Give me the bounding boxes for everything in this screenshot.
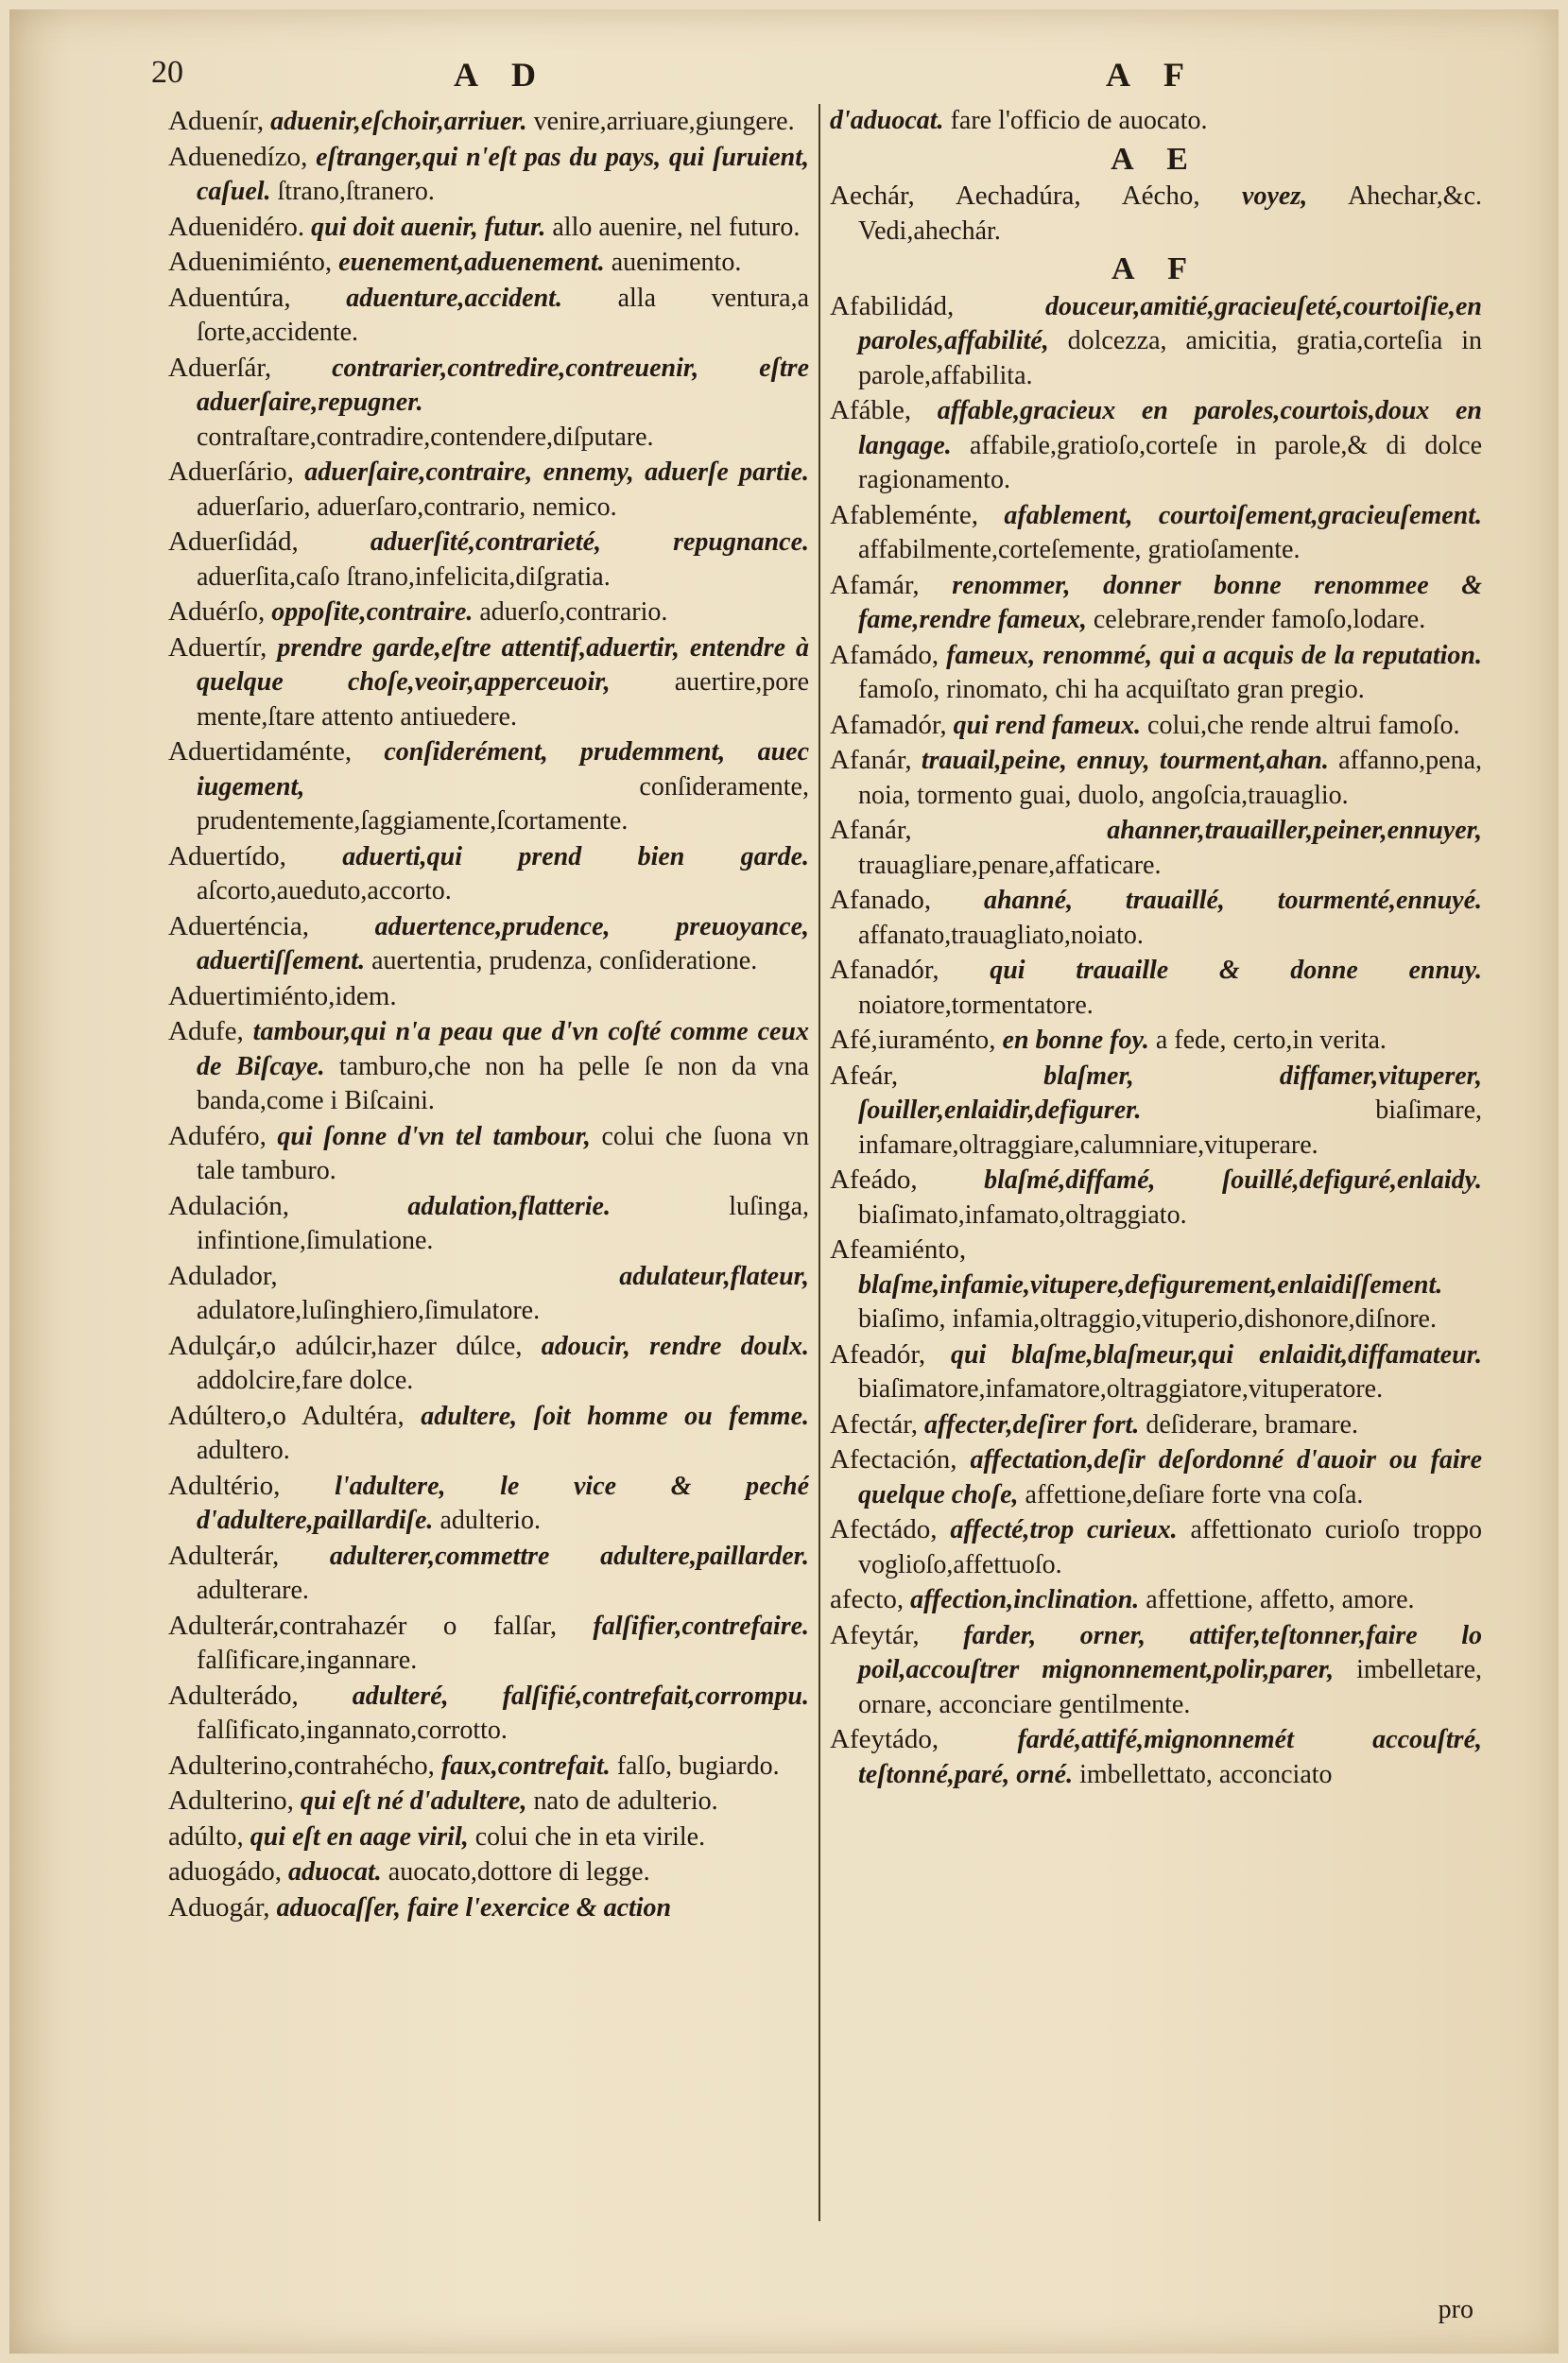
dictionary-entry [168,1890,809,1926]
french-gloss: aduocat. [288,1857,382,1887]
french-gloss: ahanné, trauaillé, tourmenté,ennuyé. [983,886,1482,915]
spanish-headword: Afectádo, [830,1514,938,1544]
italian-gloss: affettione, affetto, amore. [1146,1585,1415,1614]
french-gloss: qui doit auenir, futur. [311,212,546,242]
dictionary-entry [168,630,809,735]
dictionary-entry [830,953,1482,1023]
italian-gloss: aſcorto,aueduto,accorto. [197,876,452,906]
italian-gloss: dolcezza, amicitia, gratia,corteſia in parole,affabilita. [858,326,1482,390]
italian-gloss: affettionato curioſo troppo voglioſo,affettuoſo. [858,1515,1482,1579]
italian-gloss: deſiderare, bramare. [1146,1409,1358,1440]
italian-gloss: conſideramente, prudentemente,ſaggiamente,ſcortamente. [197,771,809,836]
french-gloss: adulteré, falſifié,contrefait,corrompu. [352,1681,809,1711]
french-gloss: fameux, renommé, qui a acquis de la reputation. [946,640,1482,670]
french-gloss: blaſmer, diffamer,vituperer, ſouiller,enlaidir,defigurer. [858,1061,1482,1125]
french-gloss: farder, orner, attifer,teſtonner,faire lo poil,accouſtrer mignonnement,polir,parer, [858,1620,1482,1684]
dictionary-entry [168,1469,809,1539]
spanish-headword: Aduféro, [168,1120,267,1151]
dictionary-entry [168,1820,809,1855]
spanish-headword: Adulterár,contrahazér o falſar, [168,1610,558,1641]
dictionary-entry [168,1119,809,1189]
french-gloss: trauail,peine, ennuy, tourment,ahan. [921,746,1329,775]
dictionary-entry [830,1023,1482,1059]
french-gloss: qui blaſme,blaſmeur,qui enlaidit,diffamateur. [951,1339,1482,1370]
italian-gloss: affettione,deſiare forte vna coſa. [1025,1479,1364,1509]
dictionary-entry [830,708,1482,744]
spanish-headword: Aduenidéro. [168,211,305,242]
spanish-headword: Afamadór, [830,709,947,740]
spanish-headword: Aechár, Aechadúra, Aécho, [830,181,1200,211]
dictionary-entry [168,1189,809,1259]
dictionary-entry [168,455,809,525]
dictionary-entry [168,1784,809,1820]
french-gloss: affecté,trop curieux. [950,1515,1178,1544]
spanish-headword: Aduérſo, [168,596,266,627]
dictionary-entry [168,351,809,456]
dictionary-entry [830,1582,1482,1618]
dictionary-entry [168,245,809,281]
french-gloss: afablement, courtoiſement,gracieuſement. [1004,500,1482,530]
italian-gloss: noiatore,tormentatore. [858,990,1094,1020]
right-column [830,104,1482,2344]
italian-gloss: adulatore,luſinghiero,ſimulatore. [197,1296,541,1325]
italian-gloss: affabile,gratioſo,corteſe in parole,& di dolce ragionamento. [858,430,1482,494]
right-running-head: A F [1106,56,1198,94]
italian-gloss: colui che in eta virile. [474,1821,706,1852]
italian-gloss: adultero. [197,1436,290,1465]
french-gloss: qui rend fameux. [953,710,1142,740]
left-column [168,104,809,2344]
french-gloss: en bonne foy. [1002,1026,1149,1055]
spanish-headword: Afamár, [830,569,920,600]
spanish-headword: Aduentúra, [168,282,291,313]
italian-gloss: biaſimo, infamia,oltraggio,vituperio,dishonore,diſnore. [858,1304,1437,1334]
french-gloss: aduerſité,contrarieté, repugnance. [370,527,809,557]
french-gloss: qui ſonne d'vn tel tambour, [277,1121,591,1151]
spanish-headword: Aduerſário, [168,457,294,487]
french-gloss: euenement,aduenement. [338,248,605,277]
italian-gloss: luſinga, infintione,ſimulatione. [197,1191,809,1255]
spanish-headword: Aduertimiénto,idem. [168,980,397,1011]
dictionary-entry [830,498,1482,568]
dictionary-entry [168,140,809,210]
dictionary-entry [168,210,809,246]
spanish-headword: Aduenír, [168,106,265,136]
dictionary-entry [168,1259,809,1329]
dictionary-entry [830,104,1482,139]
french-gloss: blaſme,infamie,vitupere,defigurement,enlaidiſſement. [858,1269,1443,1300]
italian-gloss: auocato,dottore di legge. [388,1857,650,1887]
italian-gloss: aduerſo,contrario. [479,597,668,627]
italian-gloss: aduerſario, aduerſaro,contrario, nemico. [197,492,617,522]
dictionary-entry [168,595,809,630]
italian-gloss: biaſimato,infamato,oltraggiato. [858,1199,1187,1230]
dictionary-entry [830,1337,1482,1407]
dictionary-entry [168,1399,809,1469]
dictionary-entry [830,1233,1482,1337]
spanish-headword: Afanadór, [830,955,939,985]
spanish-headword: Aduenimiénto, [168,247,333,277]
dictionary-entry [168,1679,809,1749]
spanish-headword: Afanár, [830,815,912,845]
spanish-headword: Afamádo, [830,639,939,670]
spanish-headword: aduogádo, [168,1856,282,1887]
french-gloss: aduocaſſer, faire l'exercice & action [276,1892,672,1923]
dictionary-entry [830,289,1482,394]
catchword: pro [1438,2295,1473,2324]
dictionary-entry [830,568,1482,638]
spanish-headword: Aduerſár, [168,352,272,383]
italian-gloss: biaſimare, infamare,oltraggiare,calumniare,vituperare. [858,1095,1482,1160]
dictionary-entry [168,525,809,595]
italian-gloss: Ahechar,&c. Vedi,ahechár. [858,181,1482,246]
dictionary-entry [830,1722,1482,1792]
italian-gloss: adulterio. [439,1506,541,1535]
spanish-headword: Afeytádo, [830,1724,939,1754]
spanish-headword: Aduogár, [168,1891,270,1923]
page-number: 20 [151,55,183,90]
italian-gloss: alla ventura,a ſorte,accidente. [197,283,809,347]
spanish-headword: Afanár, [830,745,912,775]
french-gloss: l'adultere, le vice & peché d'adultere,paillardiſe. [197,1471,809,1535]
spanish-headword: Adulador, [168,1260,278,1291]
italian-gloss: allo auenire, nel futuro. [552,212,801,242]
italian-gloss: aduerſita,caſo ſtrano,infelicita,diſgratia. [197,561,611,592]
italian-gloss: falſificato,ingannato,corrotto. [197,1716,508,1745]
french-gloss: oppoſite,contraire. [271,597,474,627]
italian-gloss: venire,arriuare,giungere. [533,107,795,136]
french-gloss: adulation,flatterie. [407,1191,611,1221]
italian-gloss: falſificare,ingannare. [197,1646,418,1675]
dictionary-entry [830,813,1482,883]
french-gloss: aduenir,eſchoir,arriuer. [270,107,527,136]
french-gloss: conſiderément, prudemment, auec iugement, [197,737,809,802]
french-gloss: adoucir, rendre doulx. [541,1331,809,1361]
spanish-headword: Afectación, [830,1444,957,1475]
dictionary-entry [830,1163,1482,1233]
section-heading: A E [1111,141,1201,177]
dictionary-entry [168,1539,809,1609]
spanish-headword: Adulterár, [168,1540,280,1571]
italian-gloss: affabilmente,corteſemente, gratioſamente. [858,535,1301,564]
french-gloss: blaſmé,diffamé, ſouillé,defiguré,enlaidy. [984,1165,1482,1195]
dictionary-entry [830,1618,1482,1723]
column-divider [818,104,820,2221]
spanish-headword: adúlto, [168,1820,244,1852]
french-gloss: renommer, donner bonne renommee & fame,rendre fameux, [858,570,1482,634]
spanish-headword: Afanado, [830,885,932,915]
french-gloss: affectation,deſir deſordonné d'auoir ou faire quelque choſe, [858,1445,1482,1509]
french-gloss: eſtranger,qui n'eſt pas du pays, qui ſuruient, caſuel. [197,142,809,206]
dictionary-entry [168,1749,809,1785]
italian-gloss: addolcire,fare dolce. [197,1366,414,1395]
french-gloss: prendre garde,eſtre attentif,aduertir, entendre à quelque choſe,veoir,apperceuoir, [197,632,809,697]
italian-gloss: affanno,pena, noia, tormento guai, duolo, angoſcia,trauaglio. [858,746,1482,810]
french-gloss: affection,inclination. [910,1585,1140,1614]
french-gloss: affable,gracieux en paroles,courtois,doux en langage. [858,396,1482,460]
french-gloss: adulateur,flateur, [619,1261,809,1291]
italian-gloss: colui che ſuona vn tale tamburo. [197,1121,809,1185]
italian-gloss: a fede, certo,in verita. [1155,1026,1387,1055]
italian-gloss: celebrare,render famoſo,lodare. [1093,605,1426,634]
page [9,9,1559,2354]
french-gloss: aduerti,qui prend bien garde. [342,841,809,871]
dictionary-entry [830,1407,1482,1443]
dictionary-entry [168,734,809,839]
italian-gloss: falſo, bugiardo. [616,1751,780,1781]
spanish-headword: Aduertír, [168,631,267,663]
french-gloss: falſifier,contrefaire. [593,1611,809,1641]
dictionary-entry [830,883,1482,953]
dictionary-entry [168,1329,809,1399]
dictionary-entry [168,1854,809,1890]
page-header [9,55,1559,102]
spanish-headword: Afeadór, [830,1338,926,1370]
spanish-headword: Afeytár, [830,1619,920,1650]
spanish-headword: Afableménte, [830,499,979,530]
spanish-headword: Adultério, [168,1470,281,1501]
dictionary-entry [168,104,809,140]
french-gloss: d'aduocat. [830,106,944,135]
spanish-headword: Adulterino,contrahécho, [168,1750,435,1781]
french-gloss: affecter,deſirer fort. [924,1409,1140,1440]
french-gloss: fardé,attifé,mignonnemét accouſtré, teſtonné,paré, orné. [858,1725,1482,1789]
french-gloss: ahanner,trauailler,peiner,ennuyer, [1107,816,1482,845]
spanish-headword: Adulçár,o adúlcir,hazer dúlce, [168,1330,523,1361]
french-gloss: voyez, [1242,181,1308,211]
italian-gloss: famoſo, rinomato, chi ha acquiſtato gran pregio. [858,675,1365,704]
italian-gloss: fare l'officio de auocato. [950,106,1208,135]
spanish-headword: Afeár, [830,1060,899,1091]
section-heading: A F [1111,251,1200,286]
dictionary-entry [168,1609,809,1679]
spanish-headword: Aduerténcia, [168,910,309,941]
dictionary-entry [830,179,1482,249]
italian-gloss: auertire,pore mente,ſtare attento antiuedere. [197,667,809,732]
italian-gloss: biaſimatore,infamatore,oltraggiatore,vituperatore. [858,1374,1384,1404]
french-gloss: contrarier,contredire,contreuenir, eſtre aduerſaire,repugner. [197,353,809,417]
italian-gloss: trauagliare,penare,affaticare. [858,850,1162,880]
french-gloss: tambour,qui n'a peau que d'vn coſté comme ceux de Biſcaye. [197,1017,809,1081]
dictionary-entry [830,1059,1482,1164]
dictionary-entry [168,1014,809,1119]
dictionary-entry [830,743,1482,813]
french-gloss: qui trauaille & donne ennuy. [990,956,1482,985]
french-gloss: aduenture,accident. [346,283,562,313]
french-gloss: faux,contrefait. [440,1751,611,1781]
spanish-headword: Afé,iuraménto, [830,1025,996,1055]
spanish-headword: afecto, [830,1584,905,1614]
french-gloss: douceur,amitié,gracieuſeté,courtoiſie,en paroles,affabilité, [858,291,1482,355]
italian-gloss: adulterare. [197,1576,309,1605]
spanish-headword: Afabilidád, [830,290,955,321]
dictionary-entry [830,638,1482,708]
french-gloss: adultere, ſoit homme ou femme. [421,1401,809,1431]
dictionary-entry [830,393,1482,498]
french-gloss: qui eſt né d'adultere, [300,1786,527,1816]
spanish-headword: Adulterádo, [168,1680,299,1711]
spanish-headword: Afeádo, [830,1164,918,1195]
italian-gloss: imbellettato, acconciato [1079,1759,1333,1789]
spanish-headword: Adúltero,o Adultéra, [168,1400,405,1431]
italian-gloss: imbelletare, ornare, acconciare gentilmente. [858,1655,1482,1719]
italian-gloss: contraſtare,contradire,contendere,diſputare. [197,422,654,452]
spanish-headword: Adufe, [168,1016,244,1046]
dictionary-entry [830,1442,1482,1512]
spanish-headword: Aduerſidád, [168,526,299,557]
spanish-headword: Adulación, [168,1190,290,1221]
dictionary-entry [168,909,809,979]
spanish-headword: Aduertidaménte, [168,736,353,767]
spanish-headword: Afáble, [830,395,912,425]
italian-gloss: affanato,trauagliato,noiato. [858,920,1144,950]
italian-gloss: tamburo,che non ha pelle ſe non da vna banda,come i Biſcaini. [197,1051,809,1115]
spanish-headword: Afectár, [830,1408,919,1440]
italian-gloss: nato de adulterio. [533,1786,718,1816]
dictionary-entry [168,839,809,909]
spanish-headword: Adulterino, [168,1785,294,1816]
italian-gloss: auertentia, prudenza, conſideratione. [371,946,758,975]
french-gloss: qui eſt en aage viril, [250,1821,469,1852]
spanish-headword: Aduertído, [168,840,286,871]
spanish-headword: Aduenedízo, [168,141,308,172]
italian-gloss: auenimento. [611,248,742,277]
dictionary-entry [168,281,809,351]
dictionary-entry [830,1512,1482,1582]
french-gloss: aduerſaire,contraire, ennemy, aduerſe partie. [304,457,809,487]
spanish-headword: Afeamiénto, [830,1234,967,1265]
dictionary-entry [168,979,809,1015]
italian-gloss: colui,che rende altrui famoſo. [1147,710,1460,740]
italian-gloss: ſtrano,ſtranero. [277,177,435,206]
french-gloss: adulterer,commettre adultere,paillarder. [329,1541,809,1571]
french-gloss: aduertence,prudence, preuoyance, aduertiſſement. [197,911,809,975]
left-running-head: A D [454,56,550,94]
